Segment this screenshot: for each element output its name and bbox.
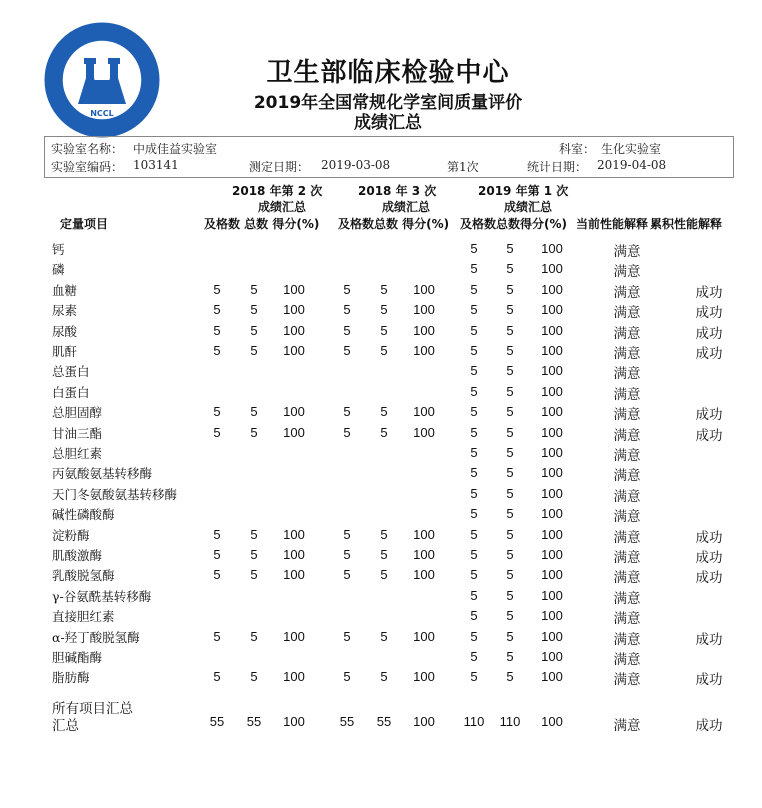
summary-g3-score: 100 (541, 714, 563, 729)
g3-pass-count: 5 (470, 445, 478, 460)
g3-pass-count: 5 (470, 241, 478, 256)
g2-total-count: 5 (380, 302, 388, 318)
g2-score: 100 (413, 424, 435, 440)
table-row (0, 628, 762, 648)
g3-total-count: 5 (506, 261, 514, 277)
group3-sub-header: 及格数总数得分(%) (460, 217, 567, 231)
g2-score: 100 (413, 404, 435, 420)
g1-score: 100 (283, 322, 305, 338)
g1-total-count: 5 (250, 547, 258, 562)
g3-score: 100 (541, 302, 563, 318)
g3-pass-count: 5 (470, 322, 478, 338)
g3-score: 100 (541, 628, 563, 644)
g3-score: 100 (541, 547, 563, 562)
group1-sub-header: 及格数 总数 得分(%) (204, 217, 320, 231)
item-name: 乳酸脱氢酶 (52, 568, 115, 584)
g2-score: 100 (413, 322, 435, 338)
g3-score: 100 (541, 261, 563, 277)
svg-text:NCCL: NCCL (90, 109, 114, 118)
g3-pass-count: 5 (470, 526, 478, 542)
item-name: 总胆红素 (52, 446, 103, 461)
g3-pass-count: 5 (470, 302, 478, 318)
g3-total-count: 5 (506, 383, 514, 399)
summary-g1-score: 100 (283, 714, 305, 729)
g3-total-count: 5 (506, 485, 514, 501)
current-eval: 满意 (613, 305, 641, 322)
test-date-label: 测定日期： (249, 160, 310, 174)
g3-score: 100 (541, 669, 563, 685)
round-number: 第1次 (447, 160, 479, 174)
g2-pass-count: 5 (343, 567, 351, 583)
g2-score: 100 (413, 302, 435, 318)
nccl-logo-emblem (44, 22, 160, 138)
g1-pass-count: 5 (213, 302, 221, 318)
test-date: 2019-03-08 (321, 158, 391, 172)
g3-pass-count: 5 (470, 363, 478, 379)
g3-total-count: 5 (506, 241, 514, 256)
cumulative-eval: 成功 (695, 407, 723, 424)
g3-pass-count: 5 (470, 506, 478, 522)
g2-total-count: 5 (380, 424, 388, 440)
g1-pass-count: 5 (213, 526, 221, 542)
table-row (0, 260, 762, 280)
g1-pass-count: 5 (213, 343, 221, 358)
cumulative-eval: 成功 (695, 631, 723, 648)
g3-pass-count: 5 (470, 649, 478, 664)
page-title: 卫生部临床检验中心 (266, 58, 510, 88)
lab-name: 中成佳益实验室 (133, 142, 218, 156)
g1-score: 100 (283, 669, 305, 685)
g3-score: 100 (541, 281, 563, 297)
current-eval: 满意 (613, 264, 641, 281)
table-row (0, 301, 762, 321)
group2-header: 2018 年 3 次 (358, 184, 437, 198)
g3-score: 100 (541, 445, 563, 460)
nccl-logo (44, 22, 160, 138)
current-eval: 满意 (613, 509, 641, 526)
g1-pass-count: 5 (213, 424, 221, 440)
current-eval-header: 当前性能解释 (576, 217, 649, 231)
g2-score: 100 (413, 628, 435, 644)
g2-score: 100 (413, 669, 435, 685)
item-name: 血糖 (52, 282, 78, 298)
stat-date-label: 统计日期： (527, 160, 588, 174)
g3-total-count: 5 (506, 322, 514, 338)
item-name: 脂肪酶 (52, 670, 90, 686)
g1-pass-count: 5 (213, 547, 221, 562)
item-name: 白蛋白 (52, 384, 90, 400)
g3-score: 100 (541, 649, 563, 664)
table-row (0, 342, 762, 362)
current-eval: 满意 (613, 550, 641, 566)
table-row (0, 383, 762, 403)
item-name: 天门冬氨酸氨基转移酶 (52, 486, 178, 502)
g1-score: 100 (283, 526, 305, 542)
dept-label: 科室： (559, 142, 596, 156)
g3-pass-count: 5 (470, 567, 478, 583)
group2-sub-header: 及格数总数 得分(%) (338, 217, 450, 231)
summary-g2-total: 55 (376, 714, 392, 729)
table-row (0, 526, 762, 546)
item-name: 直接胆红素 (52, 609, 115, 625)
g2-pass-count: 5 (343, 547, 351, 562)
g3-score: 100 (541, 465, 563, 481)
g2-score: 100 (413, 567, 435, 583)
g1-pass-count: 5 (213, 669, 221, 685)
summary-cumulative-eval: 成功 (695, 718, 723, 734)
current-eval: 满意 (613, 366, 641, 383)
g3-score: 100 (541, 587, 563, 603)
g3-pass-count: 5 (470, 281, 478, 297)
group1-header: 2018 年第 2 次 (232, 184, 323, 198)
cumulative-eval: 成功 (695, 346, 723, 362)
table-row (0, 485, 762, 505)
g3-pass-count: 5 (470, 404, 478, 420)
g3-score: 100 (541, 343, 563, 358)
g1-total-count: 5 (250, 302, 258, 318)
item-name: 丙氨酸氨基转移酶 (52, 466, 153, 482)
table-row (0, 648, 762, 668)
g1-pass-count: 5 (213, 404, 221, 420)
table-row (0, 322, 762, 342)
current-eval: 满意 (613, 652, 641, 668)
g2-score: 100 (413, 343, 435, 358)
g1-total-count: 5 (250, 567, 258, 583)
g3-score: 100 (541, 322, 563, 338)
g1-total-count: 5 (250, 424, 258, 440)
g3-pass-count: 5 (470, 628, 478, 644)
g2-score: 100 (413, 547, 435, 562)
table-row (0, 403, 762, 423)
current-eval: 满意 (613, 448, 641, 464)
g2-total-count: 5 (380, 404, 388, 420)
g3-total-count: 5 (506, 445, 514, 460)
g3-pass-count: 5 (470, 424, 478, 440)
cumulative-eval: 成功 (695, 672, 723, 689)
page-subtitle: 2019年全国常规化学室间质量评价 (253, 93, 523, 113)
g1-total-count: 5 (250, 322, 258, 338)
current-eval: 满意 (613, 590, 641, 607)
g3-total-count: 5 (506, 363, 514, 379)
table-row (0, 464, 762, 484)
current-eval: 满意 (613, 346, 641, 362)
item-name: 甘油三酯 (52, 425, 103, 441)
g1-pass-count: 5 (213, 281, 221, 297)
table-row (0, 505, 762, 525)
group2-summary-header: 成绩汇总 (382, 200, 431, 214)
g2-total-count: 5 (380, 343, 388, 358)
g3-total-count: 5 (506, 343, 514, 358)
cumulative-eval: 成功 (695, 570, 723, 587)
cumulative-eval: 成功 (695, 550, 723, 566)
g2-pass-count: 5 (343, 281, 351, 297)
group3-header: 2019 年第 1 次 (478, 184, 569, 198)
g3-pass-count: 5 (470, 383, 478, 399)
cumulative-eval: 成功 (695, 305, 723, 322)
all-items-summary-label: 所有项目汇总 (52, 701, 133, 717)
item-name: 总蛋白 (52, 364, 90, 380)
page-subtitle-2: 成绩汇总 (354, 113, 422, 133)
g2-pass-count: 5 (343, 628, 351, 644)
g3-score: 100 (541, 363, 563, 379)
table-row (0, 444, 762, 464)
g1-total-count: 5 (250, 669, 258, 685)
g2-pass-count: 5 (343, 404, 351, 420)
current-eval: 满意 (613, 427, 641, 444)
dept-value: 生化实验室 (601, 142, 662, 156)
g3-total-count: 5 (506, 281, 514, 297)
item-name: 淀粉酶 (52, 527, 90, 543)
table-row (0, 607, 762, 627)
g3-pass-count: 5 (470, 669, 478, 685)
g1-score: 100 (283, 404, 305, 420)
summary-g3-total: 110 (499, 714, 521, 729)
summary-g1-pass: 55 (209, 714, 225, 729)
current-eval: 满意 (613, 488, 641, 505)
g1-pass-count: 5 (213, 322, 221, 338)
g2-total-count: 5 (380, 669, 388, 685)
g3-pass-count: 5 (470, 343, 478, 358)
g3-score: 100 (541, 383, 563, 399)
summary-g1-total: 55 (246, 714, 262, 729)
current-eval: 满意 (613, 570, 641, 587)
g2-total-count: 5 (380, 628, 388, 644)
g3-total-count: 5 (506, 404, 514, 420)
g3-total-count: 5 (506, 608, 514, 624)
g2-pass-count: 5 (343, 302, 351, 318)
g2-total-count: 5 (380, 322, 388, 338)
g3-pass-count: 5 (470, 587, 478, 603)
lab-code-label: 实验室编码： (51, 160, 124, 174)
g1-score: 100 (283, 567, 305, 583)
item-name: 胆碱酯酶 (52, 650, 103, 665)
group1-summary-header: 成绩汇总 (258, 200, 307, 214)
summary-g2-pass: 55 (339, 714, 355, 729)
g3-total-count: 5 (506, 587, 514, 603)
g3-score: 100 (541, 608, 563, 624)
g2-pass-count: 5 (343, 526, 351, 542)
g3-pass-count: 5 (470, 465, 478, 481)
item-name: 碱性磷酸酶 (52, 507, 115, 523)
cumulative-eval: 成功 (695, 325, 723, 342)
item-name: 尿酸 (52, 323, 78, 339)
g1-pass-count: 5 (213, 567, 221, 583)
current-eval: 满意 (613, 468, 641, 485)
g3-total-count: 5 (506, 547, 514, 562)
g3-total-count: 5 (506, 649, 514, 664)
item-name: 肌酸激酶 (52, 548, 103, 563)
g3-total-count: 5 (506, 302, 514, 318)
lab-code: 103141 (133, 158, 179, 172)
summary-row (0, 714, 762, 734)
g3-score: 100 (541, 241, 563, 256)
g2-pass-count: 5 (343, 669, 351, 685)
g3-total-count: 5 (506, 628, 514, 644)
g3-score: 100 (541, 424, 563, 440)
current-eval: 满意 (613, 284, 641, 301)
g1-total-count: 5 (250, 343, 258, 358)
g2-total-count: 5 (380, 526, 388, 542)
g3-pass-count: 5 (470, 547, 478, 562)
cumulative-eval: 成功 (695, 427, 723, 444)
g3-total-count: 5 (506, 424, 514, 440)
g2-total-count: 5 (380, 547, 388, 562)
g1-score: 100 (283, 302, 305, 318)
g1-score: 100 (283, 281, 305, 297)
item-name: 磷 (52, 262, 65, 278)
g3-pass-count: 5 (470, 261, 478, 277)
table-row (0, 546, 762, 566)
current-eval: 满意 (613, 611, 641, 628)
item-name: 钙 (52, 242, 65, 257)
g3-pass-count: 5 (470, 608, 478, 624)
g2-pass-count: 5 (343, 343, 351, 358)
table-row (0, 566, 762, 586)
g3-total-count: 5 (506, 567, 514, 583)
table-row (0, 362, 762, 382)
g3-score: 100 (541, 485, 563, 501)
g2-total-count: 5 (380, 281, 388, 297)
lab-info-box (44, 136, 734, 178)
g2-score: 100 (413, 526, 435, 542)
current-eval: 满意 (613, 386, 641, 403)
item-name: 尿素 (52, 303, 78, 319)
g3-score: 100 (541, 567, 563, 583)
current-eval: 满意 (613, 672, 641, 689)
cumulative-eval-header: 累积性能解释 (650, 217, 723, 231)
summary-total-label: 汇总 (52, 718, 79, 734)
g3-score: 100 (541, 526, 563, 542)
g3-total-count: 5 (506, 465, 514, 481)
g3-pass-count: 5 (470, 485, 478, 501)
item-name: 总胆固醇 (52, 405, 103, 421)
current-eval: 满意 (613, 325, 641, 342)
g1-total-count: 5 (250, 526, 258, 542)
table-row (0, 424, 762, 444)
g1-score: 100 (283, 547, 305, 562)
current-eval: 满意 (613, 407, 641, 424)
g1-score: 100 (283, 424, 305, 440)
g2-score: 100 (413, 281, 435, 297)
g3-total-count: 5 (506, 506, 514, 522)
current-eval: 满意 (613, 529, 641, 546)
group3-summary-header: 成绩汇总 (504, 200, 553, 214)
summary-g3-pass: 110 (463, 714, 485, 729)
summary-current-eval: 满意 (613, 718, 641, 734)
item-name: γ-谷氨酰基转移酶 (52, 588, 152, 604)
g3-score: 100 (541, 404, 563, 420)
g3-total-count: 5 (506, 669, 514, 685)
table-row (0, 240, 762, 260)
g1-pass-count: 5 (213, 628, 221, 644)
g1-total-count: 5 (250, 404, 258, 420)
g1-total-count: 5 (250, 281, 258, 297)
g2-pass-count: 5 (343, 424, 351, 440)
table-row (0, 587, 762, 607)
g1-score: 100 (283, 628, 305, 644)
g3-total-count: 5 (506, 526, 514, 542)
current-eval: 满意 (613, 244, 641, 260)
cumulative-eval: 成功 (695, 284, 723, 301)
g2-total-count: 5 (380, 567, 388, 583)
table-row (0, 281, 762, 301)
cumulative-eval: 成功 (695, 529, 723, 546)
table-row (0, 668, 762, 688)
g2-pass-count: 5 (343, 322, 351, 338)
current-eval: 满意 (613, 631, 641, 648)
lab-name-label: 实验室名称： (51, 142, 124, 156)
g1-score: 100 (283, 343, 305, 358)
g3-score: 100 (541, 506, 563, 522)
item-name: α-羟丁酸脱氢酶 (52, 629, 140, 645)
item-column-header: 定量项目 (60, 217, 109, 231)
item-name: 肌酐 (52, 344, 78, 359)
stat-date: 2019-04-08 (597, 158, 667, 172)
g1-total-count: 5 (250, 628, 258, 644)
summary-g2-score: 100 (413, 714, 435, 729)
